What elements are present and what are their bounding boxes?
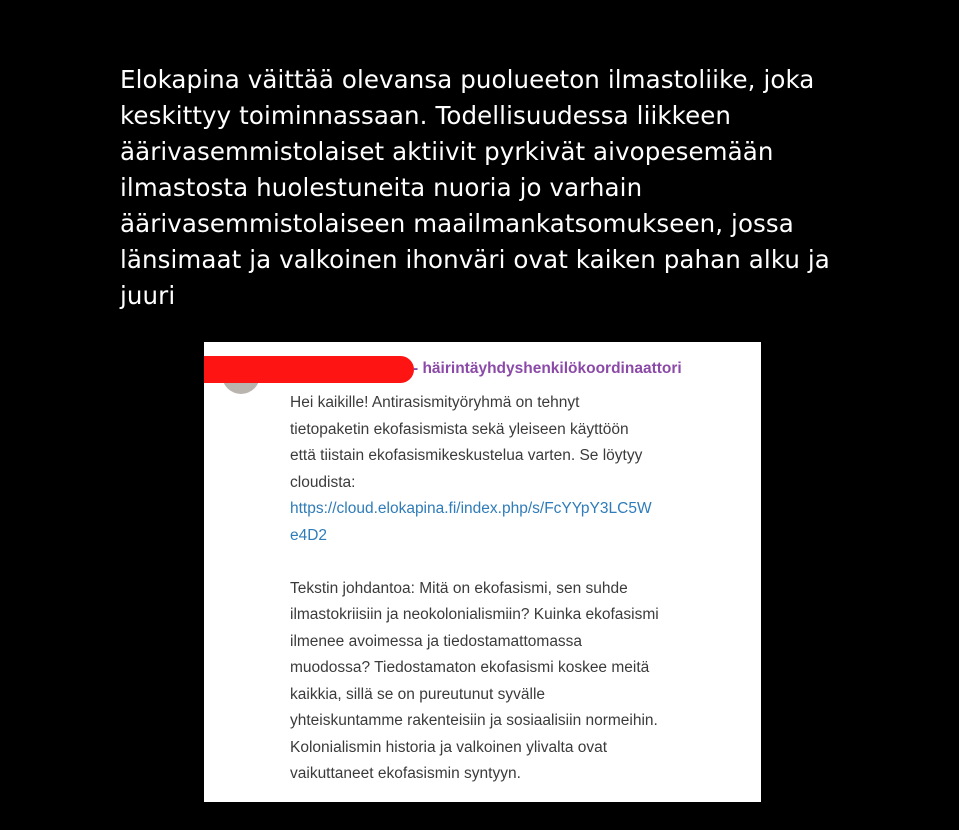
- redacted-username: [204, 356, 414, 383]
- message-body: [290, 390, 742, 788]
- cloud-link[interactable]: https://cloud.elokapina.fi/index.php/s/FcYYpY3LC5W e4D2: [290, 500, 652, 544]
- caption-text: Elokapina väittää olevansa puolueeton ilmastoliike, joka keskittyy toiminnassaan. Todellisuudessa liikkeen äärivasemmistolaiset aktiivit pyrkivät aivopesemään ilmastosta huolestuneita nuoria jo varhain äärivasemmistolaiseen maailmankatsomukseen, jossa länsimaat ja valkoinen ihonväri ovat kaiken pahan alku ja juuri: [120, 65, 830, 310]
- paragraph-gap: [290, 549, 742, 576]
- message-excerpt: Tekstin johdantoa: Mitä on ekofasismi, sen suhde ilmastokriisiin ja neokolonialismiin? Kuinka ekofasismi ilmenee avoimessa ja tiedostamattomassa muodossa? Tiedostamaton ekofasismi koskee meitä kaikkia, sillä se on pureutunut syvälle yhteiskuntamme rakenteisiin ja sosiaalisiin normeihin. Kolonialismin historia ja valkoinen ylivalta ovat vaikuttaneet ekofasismin syntyyn.: [290, 579, 659, 782]
- message-screenshot: [204, 342, 761, 802]
- author-role: - häirintäyhdyshenkilökoordinaattori: [413, 360, 682, 377]
- message-intro: Hei kaikille! Antirasismityöryhmä on tehnyt tietopaketin ekofasismista sekä yleiseen käyttöön että tiistain ekofasismikeskustelua varten. Se löytyy cloudista:: [290, 394, 643, 491]
